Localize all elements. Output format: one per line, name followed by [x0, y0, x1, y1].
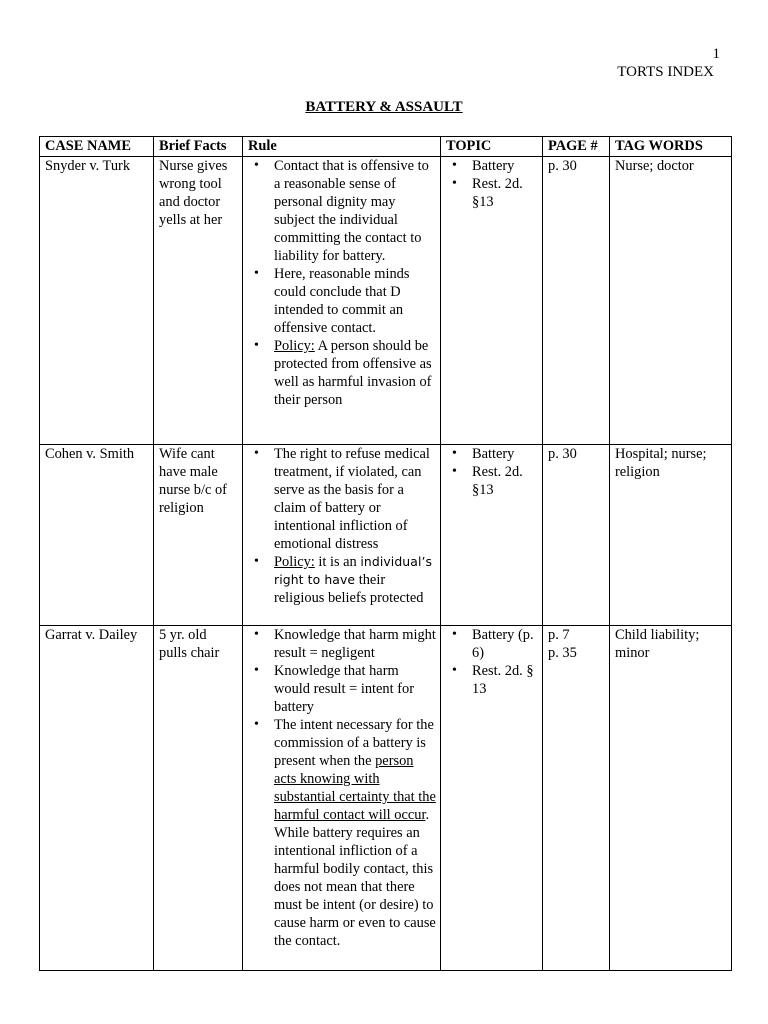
- header-page: PAGE #: [543, 137, 610, 157]
- rule-item: • The right to refuse medical treatment, if violated, can serve as the basis for a claim of battery or intentional infliction of emotional distress: [274, 445, 436, 553]
- header-topic: TOPIC: [441, 137, 543, 157]
- rule-cell: [243, 157, 441, 445]
- rule-item: • The intent necessary for the commission of a battery is present when the person acts knowing with substantial certainty that the harmful contact will occur. While battery requires an intentional infliction of a harmful bodily contact, this does not mean that there must be intent (or desire) to cause harm or even to cause the contact.: [274, 716, 436, 950]
- case-name: Cohen v. Smith: [40, 445, 154, 626]
- tag-words: Child liability; minor: [610, 626, 732, 971]
- header-rule: Rule: [243, 137, 441, 157]
- document-title: BATTERY & ASSAULT: [305, 99, 463, 115]
- rule-item: • Policy: A person should be protected from offensive as well as harmful invasion of their person: [274, 337, 436, 409]
- page-ref: [543, 626, 610, 971]
- rule-item: • Knowledge that harm might result = negligent: [274, 626, 436, 662]
- page-ref-line: p. 35: [548, 645, 577, 661]
- table-row: [40, 626, 732, 971]
- page-ref: p. 30: [543, 445, 610, 626]
- rule-item: • Policy: it is an individual’s right to have their religious beliefs protected: [274, 553, 436, 607]
- topic-item: • Battery: [472, 445, 538, 463]
- header-case-name: CASE NAME: [40, 137, 154, 157]
- torts-index-table: [39, 136, 732, 971]
- rule-cell: [243, 626, 441, 971]
- topic-item: • Rest. 2d. §13: [472, 463, 538, 499]
- page-number: 1: [712, 46, 720, 62]
- case-name: Snyder v. Turk: [40, 157, 154, 445]
- header-tag-words: TAG WORDS: [610, 137, 732, 157]
- running-header: TORTS INDEX: [617, 64, 714, 80]
- underlined-rule: person acts knowing with substantial certainty that the harmful contact will occur: [274, 753, 436, 823]
- policy-label: Policy:: [274, 338, 315, 354]
- case-name: Garrat v. Dailey: [40, 626, 154, 971]
- topic-item: • Rest. 2d. § 13: [472, 662, 538, 698]
- topic-cell: [441, 626, 543, 971]
- header-brief-facts: Brief Facts: [154, 137, 243, 157]
- topic-cell: [441, 157, 543, 445]
- tag-words: Nurse; doctor: [610, 157, 732, 445]
- table-row: [40, 445, 732, 626]
- page-ref: p. 30: [543, 157, 610, 445]
- topic-item: • Rest. 2d. §13: [472, 175, 538, 211]
- topic-item: • Battery: [472, 157, 538, 175]
- rule-item: • Knowledge that harm would result = intent for battery: [274, 662, 436, 716]
- rule-item: • Contact that is offensive to a reasonable sense of personal dignity may subject the individual committing the contact to liability for battery.: [274, 157, 436, 265]
- policy-label: Policy:: [274, 554, 315, 570]
- topic-cell: [441, 445, 543, 626]
- topic-item: • Battery (p. 6): [472, 626, 538, 662]
- rule-item: • Here, reasonable minds could conclude that D intended to commit an offensive contact.: [274, 265, 436, 337]
- table-header-row: [40, 137, 732, 157]
- tag-words: Hospital; nurse; religion: [610, 445, 732, 626]
- brief-facts: Wife cant have male nurse b/c of religion: [154, 445, 243, 626]
- page-ref-line: p. 7: [548, 627, 570, 643]
- rule-cell: [243, 445, 441, 626]
- brief-facts: Nurse gives wrong tool and doctor yells at her: [154, 157, 243, 445]
- brief-facts: 5 yr. old pulls chair: [154, 626, 243, 971]
- table-row: [40, 157, 732, 445]
